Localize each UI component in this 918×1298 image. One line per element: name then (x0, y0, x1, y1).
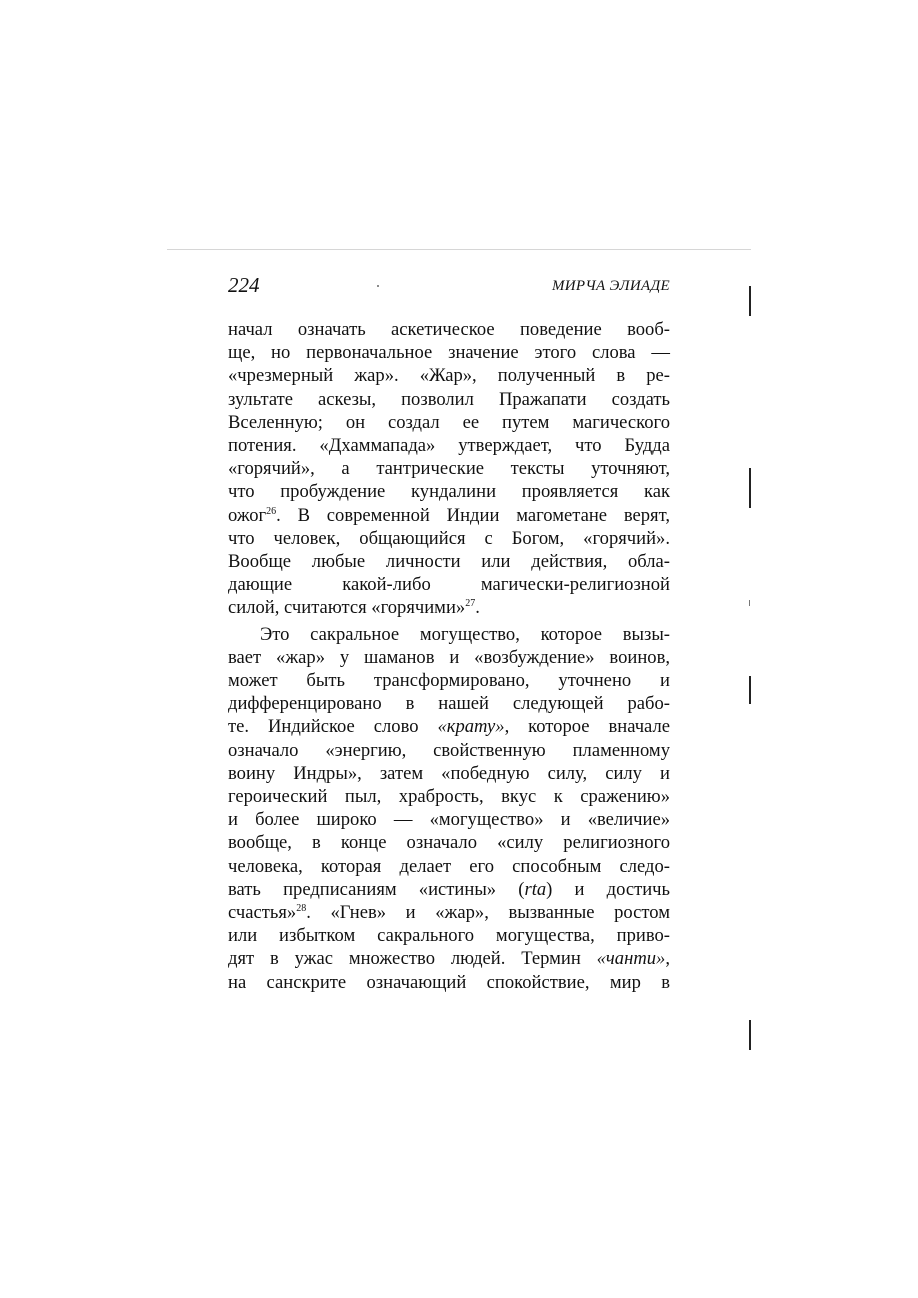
text-line: героический пыл, храбрость, вкус к сражению» (228, 786, 670, 808)
body-text (228, 318, 670, 994)
footnote-ref-26: 26 (266, 505, 277, 517)
line-text: . В современной Индии магометане верят, (276, 504, 670, 526)
text-line (228, 878, 670, 901)
text-line (228, 901, 670, 924)
text-line: вообще, в конце означало «силу религиозного (228, 832, 670, 854)
text-line: что пробуждение кундалини проявляется как (228, 481, 670, 503)
text-line: человека, которая делает его способным следо- (228, 855, 670, 877)
term-rta: rta (524, 878, 547, 900)
text-line: Вселенную; он создал ее путем магического (228, 411, 670, 433)
text-line: потения. «Дхаммапада» утверждает, что Будда (228, 435, 670, 457)
text-line: дифференцировано в нашей следующей рабо- (228, 693, 670, 715)
text-line: означало «энергию, свойственную пламенному (228, 739, 670, 761)
margin-mark (749, 468, 751, 508)
term-kratu: «крату» (437, 716, 505, 738)
term-shanti: «чанти» (596, 948, 666, 970)
text-line: на санскрите означающий спокойствие, мир в (228, 971, 670, 993)
text-line: ще, но первоначальное значение этого слова — (228, 342, 670, 364)
text-line: может быть трансформировано, уточнено и (228, 670, 670, 692)
text-line: Вообще любые личности или действия, обла- (228, 551, 670, 573)
paragraph-2 (228, 623, 670, 994)
line-text: силой, считаются «горячими» (228, 597, 466, 619)
line-text: дят в ужас множество людей. Термин (228, 948, 597, 970)
line-text: те. Индийское слово (228, 716, 438, 738)
paragraph-1 (228, 318, 670, 620)
line-text: , (665, 948, 670, 970)
text-line (228, 947, 670, 970)
line-text: , которое вначале (504, 716, 670, 738)
text-line: вает «жар» у шаманов и «возбуждение» воинов, (228, 646, 670, 668)
line-text: ) и достичь (546, 878, 670, 900)
text-line: начал означать аскетическое поведение вооб- (228, 319, 670, 340)
text-line (228, 715, 670, 738)
margin-mark (749, 676, 751, 704)
margin-mark (749, 1020, 751, 1050)
page-number: 224 (228, 273, 260, 297)
line-text: вать предписаниям «истины» ( (228, 878, 525, 900)
margin-mark (749, 286, 751, 316)
text-line: или избытком сакрального могущества, приво- (228, 925, 670, 947)
dot-mark (377, 285, 379, 287)
line-text: ожог (228, 504, 267, 526)
text-line: «горячий», а тантрические тексты уточняют, (228, 458, 670, 480)
text-line: что человек, общающийся с Богом, «горячий». (228, 527, 670, 549)
running-head (228, 274, 670, 300)
footnote-ref-27: 27 (465, 598, 476, 610)
text-line: дающие какой-либо магически-религиозной (228, 574, 670, 596)
text-line: зультате аскезы, позволил Пражапати создать (228, 388, 670, 410)
line-text: . «Гнев» и «жар», вызванные ростом (306, 902, 670, 924)
text-line: Это сакральное могущество, которое вызы- (260, 623, 670, 645)
running-title: МИРЧА ЭЛИАДЕ (551, 278, 670, 294)
footnote-ref-28: 28 (296, 902, 307, 914)
text-line (228, 504, 670, 527)
text-line: воину Индры», затем «победную силу, силу и (228, 762, 670, 784)
line-text: . (475, 597, 480, 619)
margin-mark (749, 600, 750, 606)
text-line: и более широко — «могущество» и «величие» (228, 809, 670, 831)
line-text: счастья» (228, 902, 297, 924)
top-rule (167, 249, 751, 250)
text-line (228, 596, 670, 619)
text-line: «чрезмерный жар». «Жар», полученный в ре- (228, 365, 670, 387)
